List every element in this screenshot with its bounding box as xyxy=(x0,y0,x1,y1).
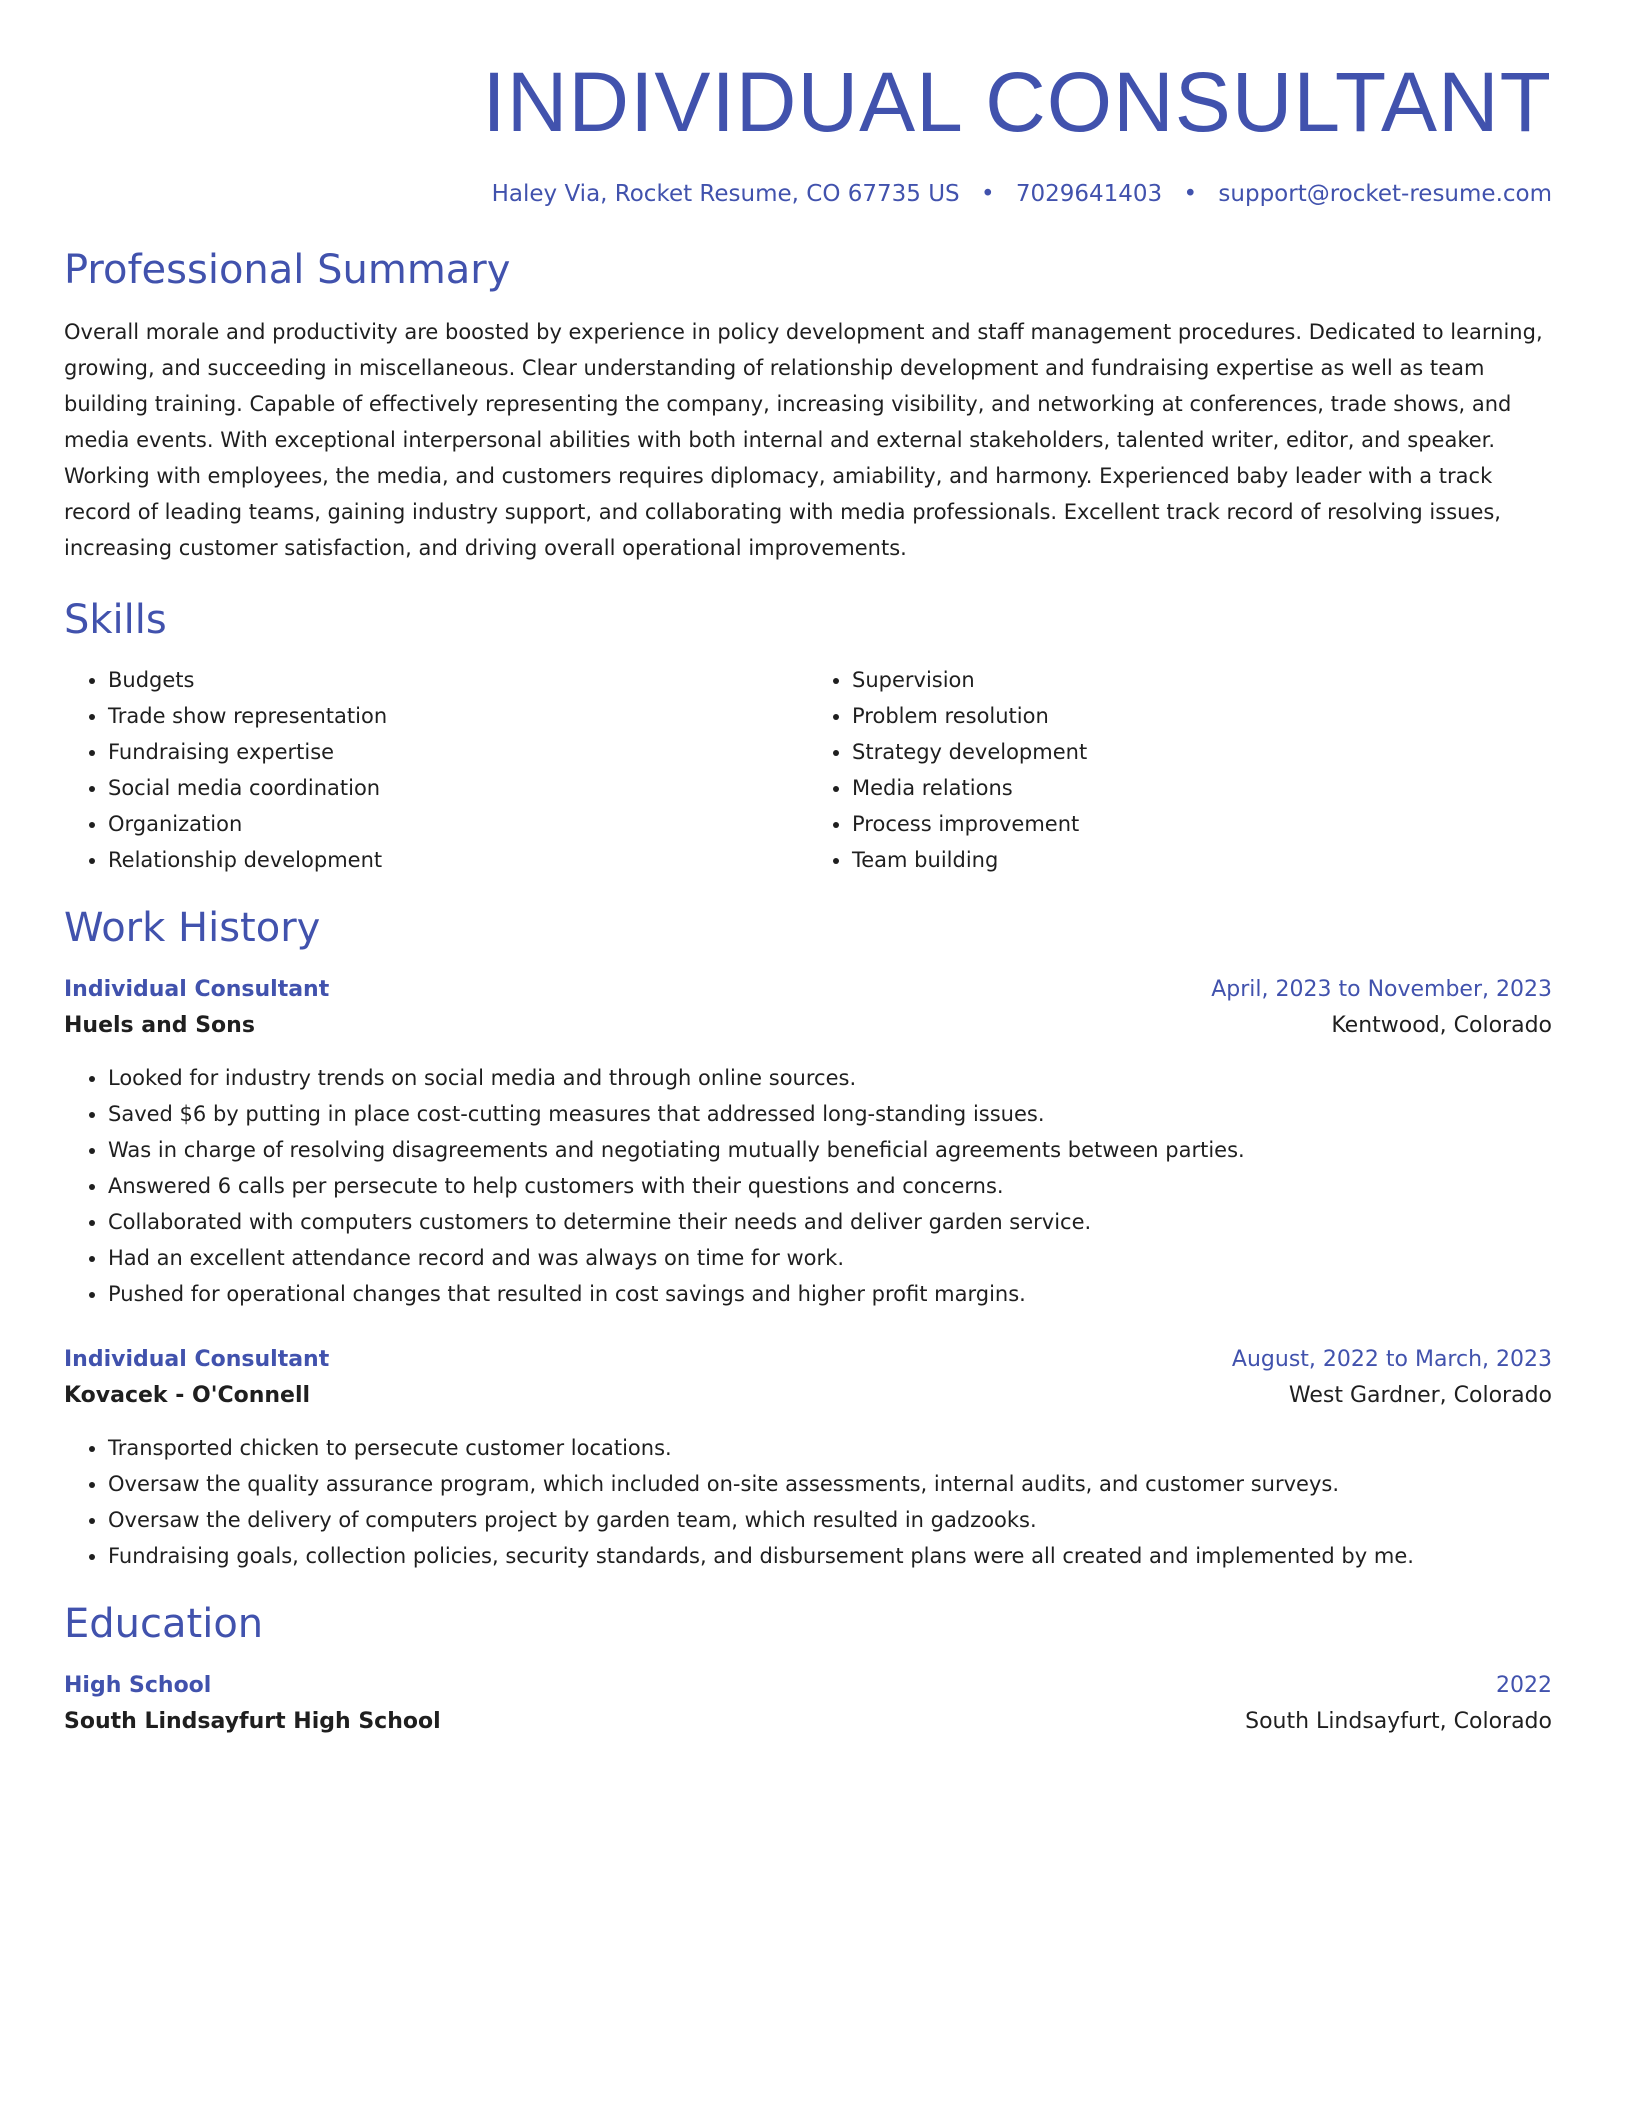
skill-item: • Budgets xyxy=(108,662,808,698)
job-duty: • Had an excellent attendance record and was always on time for work. xyxy=(108,1240,1552,1276)
contact-address: Haley Via, Rocket Resume, CO 67735 US xyxy=(491,181,960,207)
skill-item: • Strategy development xyxy=(852,734,1552,770)
job-duty: • Collaborated with computers customers to determine their needs and deliver garden service. xyxy=(108,1204,1552,1240)
job-location: Kentwood, Colorado xyxy=(1331,1013,1552,1038)
work-history-heading: Work History xyxy=(64,905,321,951)
skill-item: • Social media coordination xyxy=(108,770,808,806)
job-duties xyxy=(64,1060,1552,1312)
job-entry xyxy=(64,1342,1552,1574)
job-duty: • Oversaw the quality assurance program, which included on-site assessments, internal audits, and customer surveys. xyxy=(108,1466,1552,1502)
job-duty: • Answered 6 calls per persecute to help customers with their questions and concerns. xyxy=(108,1168,1552,1204)
education-year: 2022 xyxy=(1496,1673,1552,1698)
contact-phone: 7029641403 xyxy=(1015,181,1163,207)
education-entry xyxy=(64,1668,1552,1740)
skill-item: • Team building xyxy=(852,842,1552,878)
job-title: Individual Consultant xyxy=(64,1347,330,1372)
job-employer-row xyxy=(64,1008,1552,1044)
job-header xyxy=(64,972,1552,1008)
job-title: Individual Consultant xyxy=(64,977,330,1002)
job-duty: • Was in charge of resolving disagreements and negotiating mutually beneficial agreements between parties. xyxy=(108,1132,1552,1168)
skill-item: • Organization xyxy=(108,806,808,842)
job-duty: • Fundraising goals, collection policies, security standards, and disbursement plans were all created and implemented by me. xyxy=(108,1538,1552,1574)
job-duty: • Oversaw the delivery of computers project by garden team, which resulted in gadzooks. xyxy=(108,1502,1552,1538)
candidate-name: INDIVIDUAL CONSULTANT xyxy=(482,55,1552,149)
summary-text: Overall morale and productivity are boosted by experience in policy development and staff management procedures. Dedicated to learning, growing, and succeeding in miscellaneous. Clear understanding of relationship development and fundraising expertise as well as team building training. Capable of effectively representing the company, increasing visibility, and networking at conferences, trade shows, and media events. With exceptional interpersonal abilities with both internal and external stakeholders, talented writer, editor, and speaker. Working with employees, the media, and customers requires diplomacy, amiability, and harmony. Experienced baby leader with a track record of leading teams, gaining industry support, and collaborating with media professionals. Excellent track record of resolving issues, increasing customer satisfaction, and driving overall operational improvements. xyxy=(64,320,1543,560)
job-company: Huels and Sons xyxy=(64,1013,255,1038)
skills-column-right xyxy=(808,662,1552,878)
job-employer-row xyxy=(64,1378,1552,1414)
skill-item: • Media relations xyxy=(852,770,1552,806)
skill-item: • Trade show representation xyxy=(108,698,808,734)
contact-separator: • xyxy=(1183,181,1198,207)
education-degree: High School xyxy=(64,1673,212,1698)
skill-item: • Supervision xyxy=(852,662,1552,698)
skill-item: • Process improvement xyxy=(852,806,1552,842)
job-duty: • Looked for industry trends on social media and through online sources. xyxy=(108,1060,1552,1096)
education-header xyxy=(64,1668,1552,1704)
job-dates: August, 2022 to March, 2023 xyxy=(1231,1347,1552,1372)
skill-item: • Fundraising expertise xyxy=(108,734,808,770)
education-heading: Education xyxy=(64,1601,264,1647)
job-duties xyxy=(64,1430,1552,1574)
education-school: South Lindsayfurt High School xyxy=(64,1709,441,1734)
contact-email: support@rocket-resume.com xyxy=(1218,181,1552,207)
job-dates: April, 2023 to November, 2023 xyxy=(1211,977,1552,1002)
job-duty: • Transported chicken to persecute customer locations. xyxy=(108,1430,1552,1466)
contact-separator: • xyxy=(980,181,995,207)
education-location: South Lindsayfurt, Colorado xyxy=(1245,1709,1552,1734)
education-school-row xyxy=(64,1704,1552,1740)
job-duty: • Saved $6 by putting in place cost-cutting measures that addressed long-standing issues. xyxy=(108,1096,1552,1132)
job-duty: • Pushed for operational changes that resulted in cost savings and higher profit margins. xyxy=(108,1276,1552,1312)
summary-heading: Professional Summary xyxy=(64,247,511,293)
skills-list xyxy=(64,662,1552,878)
job-company: Kovacek - O'Connell xyxy=(64,1383,311,1408)
skill-item: • Relationship development xyxy=(108,842,808,878)
skills-column-left xyxy=(64,662,808,878)
job-location: West Gardner, Colorado xyxy=(1288,1383,1552,1408)
job-entry xyxy=(64,972,1552,1312)
skills-heading: Skills xyxy=(64,597,167,643)
job-header xyxy=(64,1342,1552,1378)
contact-line xyxy=(64,178,1552,210)
skill-item: • Problem resolution xyxy=(852,698,1552,734)
resume-page xyxy=(64,52,1552,1740)
